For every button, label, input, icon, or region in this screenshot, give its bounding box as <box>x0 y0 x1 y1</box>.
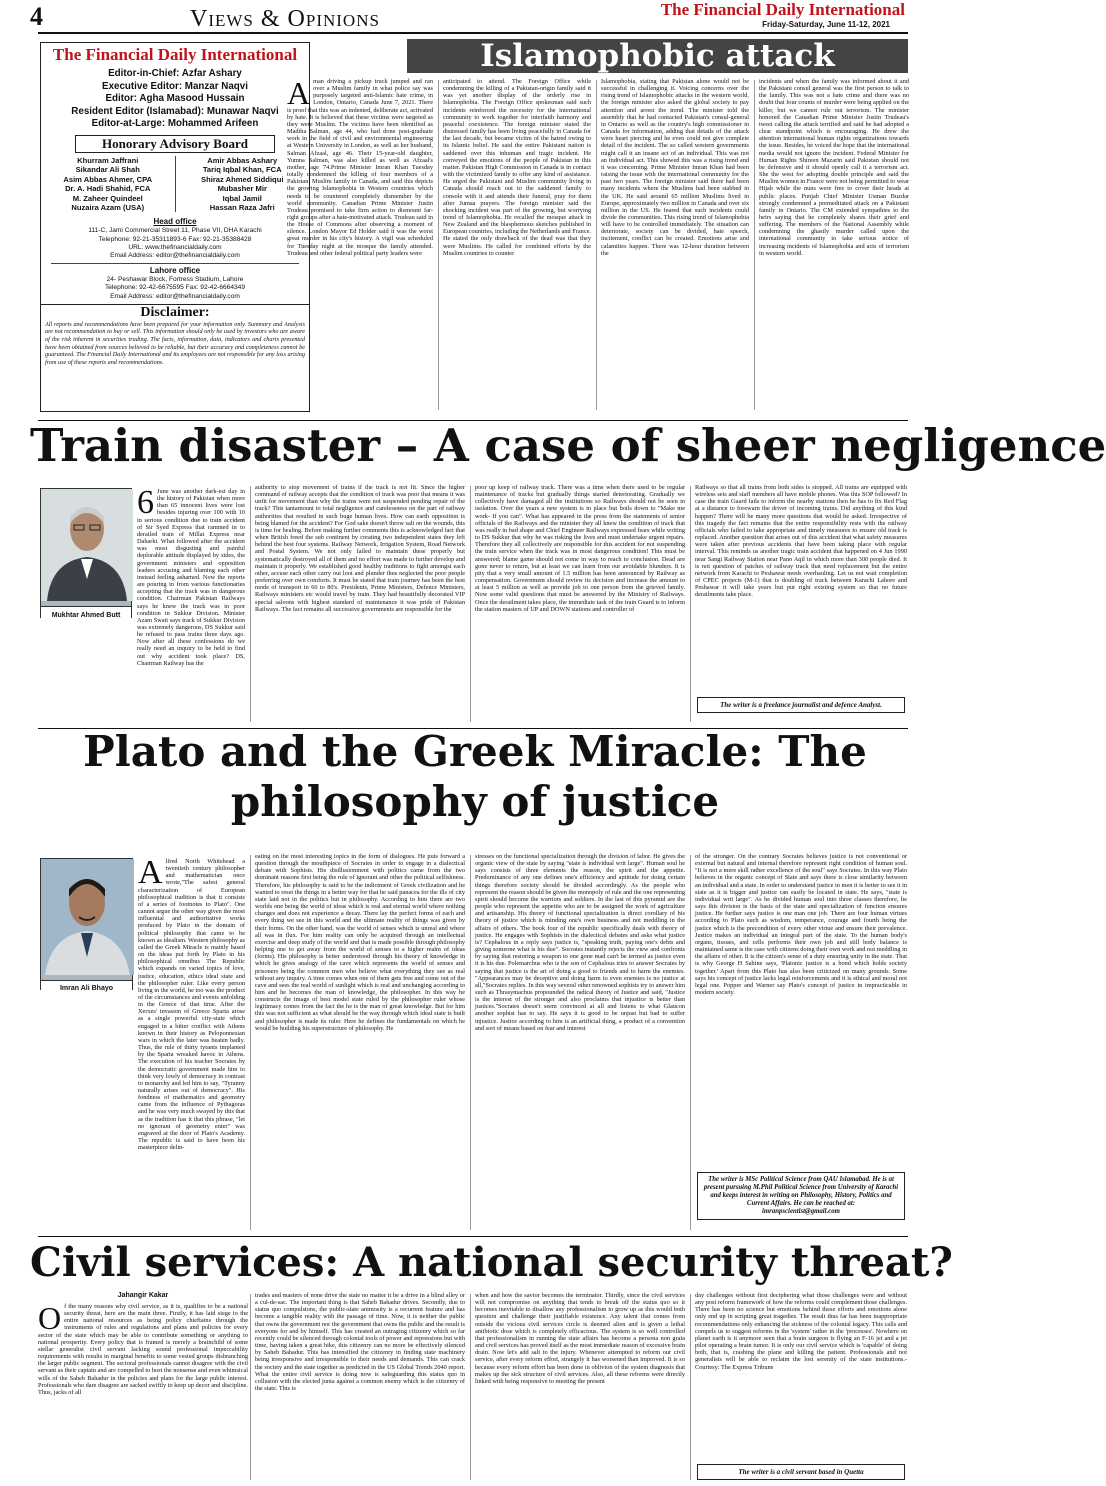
article-column <box>138 854 245 1230</box>
article-column: poor up keep of railway track. There was a time when there used to be regular maintenance of tracks but gradually things started deteriorating. Gradually we collectively have damaged all the institutions so Railways should not be seen in isolation. Over the years a new system is in place but boils down to "Make me work- If you can". What has appeared in the press from the statements of senior officials of the Railways and the minister they all knew the condition of track that was really in bad shape and Chief Engineer Railways expressed fears while writing to DS Sukkur that why he was risking the lives and must undertake urgent repairs. Therefore they all collectively are responsible for this accident for not suspending the train service when the track was in most dangerous condition! This must be answered; blame game should not come in way to reach to conclusion. Dead are gone never to return, but at least we can learn from our avoidable blunders. It is pity that a very small amount of 1.5 million has been announced by Railway as compensation. Government should review its decision and increase the amount to at least 5 million as well as provide job to one person from the grieved family. Now some valid questions that must be answered by the Ministry of Railways. Once the derailment takes place, the immediate task of the train Guard is to inform the station masters of UP and DOWN stations and controller of <box>475 484 685 613</box>
drop-cap: O <box>38 1300 62 1336</box>
writer-email[interactable]: imranpscientist@gmail.com <box>762 1208 840 1215</box>
board-member: Tariq Iqbal Khan, FCA <box>202 165 282 175</box>
address-line: URL: www.thefinancialdaily.com <box>128 243 222 251</box>
address-line: Telephone: 92-42-6675595 Fax: 92-42-6664349 <box>104 284 246 292</box>
board-member: Iqbal Jamil <box>222 193 262 203</box>
article-text: man driving a pickup truck jumped and ran over a Muslim family in what police say was purposely targeted anti-Islamic hate crime, in London, Ontario, Canada June 7, 2021. There is proof that this was an indented, deliberate act, activated by hate. It is believed that these victims were targeted as they were Muslim. The victims have been identified as Madiha Salman, age 44, who had done post-graduate work in the field of civil and environmental engineering at Western University in London, as well as her husband, Salman Afzaal, age 46. Their 15-year-old daughter, Yumna Salman, was also killed as well as Afzaal's mother, age 74.Prime Minister Imran Khan Tuesday totally condemned the killing of four members of a Pakistani Muslim family in Canada, and said this depicts the growing Islamophobia in Western countries which needs to be countered completely dismember by the world community. Canadian Prime Minister Justin Trudeau promised to take firm action to dismount far-right groups after a hate-motivated attack. Trudeau said in the House of Commons after observing a moment of silence. London Mayor Ed Holder said it was the worst great murder in his city's history. A vigil was scheduled for Tuesday night at the mosque the family attended. Trudeau and other federal political party leaders were <box>287 78 434 257</box>
article-column: Railways so that all trains from both sides is stopped. All trains are equipped with wireless sets and staff members all have mobile phones. Was this SOP followed? In case the train Guard fails to inform the nearby stations then he has to fix Red Flag at a distance to forewarn the driver of incoming trains. Did anything of this kind happen? There will be many more questions that would be asked. Irrespective of this tragedy the fact remains that the entire responsibility rests with the railway officials who failed to take appropriate and timely measures to ensure old track is replaced. Another question that arises out of this accident that what safety measures were taken after previous accidents that have been taking place with regular interval. This reminds us another tragic train accident that happened on 4 Jun 1990 near Sangi Railway Station near Pano Aqil in which more than 300 people died. It is not question of patches of railway track that need replacement but the entire network from Karachi to Peshawar needs overhauling. Let us not wait completion of CPEC projects (M-1) that is doubling of track between Karachi Lahore and Peshawar it will take years but put right existing system so that no future derailments take place. <box>695 484 907 599</box>
article-column-spill <box>38 484 245 724</box>
section-title: Views & Opinions <box>190 6 380 32</box>
address-line: Telephone: 92-21-35311893-6 Fax: 92-21-35388428 <box>98 235 252 243</box>
staff-line: Editor-in-Chief: Azfar Ashary <box>108 68 242 79</box>
board-member: Amir Abbas Ashary <box>207 155 278 165</box>
author-photo <box>40 858 133 990</box>
issue-date: Friday-Saturday, June 11-12, 2021 <box>762 20 890 29</box>
article-text: f the many reasons why civil service, as it is, qualifies to be a national security threat, here are the main three. Firstly, it has laid siege to the entire national resources as being policy chieftains through the instruments of rules and regulations and plans and policies for every sector of the state which may be able to contribute something or anything to national prosperity. Every policy that is framed is merely a brainchild of some stellar generalist civil servant lacking sound professional impeccability requirements with results in marginal benefits to some vested groups disbranching the larger public segment. The sectoral professionals cannot disagree with the civil servant as their captain and are compelled to host the nonsense and even whimsical wills of the Saheb Bahadur in the policies and plans for the large public interest. Professionals who dare disagree are sacked swiftly to keep up decor and discipline. Thus, jacks of all <box>38 1303 248 1396</box>
board-member: Mubasher Mir <box>217 184 267 194</box>
masthead-title: The Financial Daily International <box>660 0 905 19</box>
board-member: Dr. A. Hadi Shahid, FCA <box>65 184 151 194</box>
author-portrait-icon <box>41 859 134 975</box>
article-column: incidents and when the family was informed about it and the Pakistani consul general was the first person to talk to the family. This was not a hate crime and there was no doubt that four counts of murder were being applied on the killer, but we cannot rule out terrorism. The minister honored the Canadian Prime Minister Justin Trudeau's tweet calling the attack terrified and said he had adopted a clear standpoint which is encouraging. He drew the attention international human rights organizations towards the issue. Besides, he voiced the hope that the international media would not ignore the incident. Federal Minister for Human Rights Shireen Mazarin said Pakistan should not be defensive and it should openly call it a terrorism act. She the west for adopting double principle and said the Muslim women in France were not being permitted to wear Hijab while the nuns were free to cover their heads at public places. Punjab Chief Minister Usman Buzdar strongly condemned a premeditated attack on a Pakistani family in Ontario. The CM extended sympathies to the heirs saying that he completely shares their grief and suffering. The members of the National Assembly while condemning the ghastly murder called upon the international community to take serious notice of increasing incidents of Islamophobia and acts of terrorism in western world. <box>759 78 909 257</box>
page-number: 4 <box>30 2 43 31</box>
article-column: anticipated to attend. The Foreign Office while condemning the killing of a Pakistan-origin family said it was yet another display of the orderly rise in Islamophobia. The Foreign Office spokesman said such incidents reinforced the necessity for the international community to work together for interfaith harmony and peaceful coexistence. The foreign minister stated the distressed family has been living peacefully in Canada for the last decade, but became victim of the hatred owing to its Islamic belief. He said the entire Pakistani nation is saddened over this inhuman and tragic incident. He conveyed the emotions of the people of Pakistan in this matter. Pakistan High Commission in Canada is in contact with the victimized family to offer any kind of assistance. He urged the Pakistani and Muslim community living in Canada should reach out to the saddened family to console with it and attends their funeral, pray for them after Jumaa prayers. The foreign minister said the shocking incident was part of the growing, but worrying trend of Islamophobia. He recalled the mosque attack in New Zealand and the blasphemous sketches published in European countries, including the Netherlands and France. He stated the only drawback of the dead was that they were Muslims. He called for combined efforts by the Muslim countries to counter <box>443 78 591 257</box>
address-line: 24- Peshawar Block, Fortress Stadium, Lahore <box>106 276 244 284</box>
board-member: Hassan Raza Jafri <box>209 203 275 212</box>
headline-plato-line1: Plato and the Greek Miracle: The <box>83 727 867 776</box>
article-column: trades and masters of none drive the state no matter it be a drive in a blind alley or a cul-de-sac. The important thing is that Saheb Bahadur drives. Secondly, due to status quo compulsions, the public-state animosity is a recurrent feature and has become a tangible reality with the passage of time. Now, it is neither the public that owns the government nor the government that owns the public and the result is everyone for and by himself. This has created an outraging citizenry which so far recently could be silenced through colonial tools of power and repressions but with time, having taken a great hike, this citizenry can no more be effectively silenced by Saheb Bahadur. This has intensified the citizenry in finding state machinery being irresponsive and irresponsible to their needs and demands. This can crack the society and the state together as predicted in the US Global Trends 2040 report. What the entire civil service is doing now is safeguarding this status quo in collusion with the elected junta against a common enemy which is the citizenry of the state. This is <box>255 1292 465 1393</box>
address-line: Email Address: editor@thefinancialdaily.com <box>110 292 240 300</box>
drop-cap: A <box>138 854 163 891</box>
board-member: Nuzaira Azam (USA) <box>71 203 145 212</box>
imprint-title: The Financial Daily International <box>52 45 298 64</box>
head-office-title: Head office <box>153 217 197 227</box>
article-column <box>38 1292 248 1473</box>
lahore-office-title: Lahore office <box>149 266 201 276</box>
staff-line: Editor: Agha Masood Hussain <box>105 93 245 105</box>
drop-cap: 6 <box>137 484 154 521</box>
board-member: Sikandar Ali Shah <box>75 165 140 175</box>
article-column: Islamophobia, stating that Pakistan alone would not be successful in challenging it. Voicing concerns over the rising trend of Islamophobic attacks in the western world, the foreign minister also asked the global society to pay attention and arrest the trend. The minister told the assembly that he had contacted Pakistan's consul-general in Ontario as well as the country's high commissioner in Canada for information, adding that details of the attack were heart piercing and he even could not give complete detail of the incident. The so called western governments might call it an insane act of an individual. This was not an individual act. This showed this was a rising trend and it was concerning. Prime Minister Imran Khan had been raising the issue with the international community for the past two years. The foreign minister said there had been many incidents where the Muslims had been stabbed in the UK. He said around 65 million Muslims lived in Europe, approximately two million in Canada and over six million in the US. He feared that such incidents could divide the communities. This rising trend of Islamophobia will have to be controlled immediately. The situation can deteriorate, society can be divided, hate speech, incitement, conflict can be created. Emotions arise and calamities happen. There was 12-hour duration between the <box>601 78 749 257</box>
author-byline: Jahangir Kakar <box>117 1292 169 1299</box>
headline-train-disaster: Train disaster – A case of sheer negligence <box>30 419 1106 472</box>
staff-line: Executive Editor: Manzar Naqvi <box>102 80 248 92</box>
imprint-box <box>40 42 310 412</box>
article-column: day challenges without first deciphering what those challenges were and without any post reform framework of how the reforms could complement those challenges. There has been no science but emotions behind these efforts and emotions alone only end up in scripting great tragedies. The result thus far has been inappropriate recommendations only enhancing the sickness of the colonial legacy. This calls and compels us to suggest reforms in the 'system' rather in the 'processes'. Nowhere on planet earth is it anymore seen that a brain surgeon is flying an F-16 jet and a jet pilot operating a brain tumor. It is only our civil service which is 'capable' of doing both, that is, crashing the plane and killing the patient. Professionals and not generalists will be able to reclaim the lost serenity of the state institutions.- Courtesy: The Express Tribune <box>695 1292 907 1371</box>
disclaimer-title: Disclaimer: <box>140 304 210 320</box>
imprint-staff <box>41 68 309 131</box>
lahore-office-address <box>41 276 309 301</box>
advisory-board <box>41 156 309 212</box>
advisory-board-title: Honorary Advisory Board <box>75 135 275 153</box>
article-column: authority to stop movement of trains if the track is not fit. Since the higher command of railway accepts that the condition of track was poor that means it was unfit for movement than why the trains were not suspended pending repair of the track? This tantamount to total negligence and carelessness on the part of railway authorities that resulted in such huge human lives. How can earth opposition is being blamed for the accident? For God sake doesn't throw salt on the wounds, this is time for healing. Before making further comments this is acknowledged fact that when British freed the sub continent by creating two independent states they left behind the best four systems. Railway Network, Irrigation System, Road Network and Postal System. We not only failed to maintain these properly but systematically destroyed all of them and no effort was made to further develop and maintain it properly. We established good healthy traditions to fight amongst each other, accuse each other carry out loot and plunder thus neglected the poor people preferring over own comforts. It must be stated that train journey has been the best mode of transport in 60 to 80's. Presidents, Prime Ministers, Defence Ministers, Railways ministers etc would travel by train. They had beautifully decorated VIP special saloons with highest standard of maintenance it was pride of Pakistan Railways. The fact remains all successive governments are responsible for the <box>255 484 465 613</box>
article-column: stresses on the functional specialization through the division of labor. He gives the organic view of the state by saying "state is individual writ large". Human soul he says consists of three elements the reason, the spirit and the appetite. Predominance of any one defines one's efficiency and aptitude for doing certain things therefore society should be divided accordingly. As the people who represent the reason should be given the monopoly of rule and the one representing spirit should become the warriors and soldiers. In the last of this pyramid are the people who represent the appetite who are to be assigned the work of agriculture and artisanship. His theory of functional specialization is direct corollary of his theory of justice which is minding one's own business and not meddling in the affairs of others. The book four of the republic specifically deals with theory of justice. He engages with Sophists in the dialectical debates and asks what justice is? Cephalous in a reply says justice is, "speaking truth, paying one's debts and giving someone what is his due". Socrates instantly rejects the view and confronts by saying that restoring a weapon to one gone mad can't be termed as justice even it is his due. Polemarchus who is the son of Cephalous tries to answer Socrates by saying that justice is the art of doing a good to friends and to harm the enemies. "Appearances may be deceptive and doing harm to even enemies is no justice at all,"Socrates replies. In this way several other renowned sophists try to answer him such as Thrasymachus propounded the radical theory of Justice and said, "Justice is the interest of the stronger and also proclaims that injustice is better than justices."Socrates doesn't seem convinced at all and listens to what Glaucon another sophist has to say. He says it is good to be unjust but bad to suffer injustice. Justice according to him is an artificial thing, a product of a convention and sort of means based on fear and interest <box>475 853 685 1032</box>
board-member: M. Zaheer Quindeel <box>72 193 143 203</box>
article-column: eating on the most interesting topics in the form of dialogues. He puts forward a question through the mouthpiece of Socrates in order to engage in a dialectical debate with Sophists. His disillusionment with politics came from the two dominant reasons first being the rule of ignorant and other the political selfishness. Therefore, his philosophy is said to be the indictment of Greek civilization and he wanted to reset the things in a better way for that he said panacea for the ills of city state laid not in the politics but in philosophy. According to him there are two worlds one being the world of ideas which is real and eternal world where nothing changes and does not experience a decay. There lay the perfect forms of each and every thing we see in this world and the ultimate reality of things was given by their forms. On the other hand, was the world of senses which is unreal and where all was in flux. For him reality can only be acquired through an intellectual exercise and deep study of the world and that is made possible through philosophy helping one to get away from the world of senses to a higher realm of ideas (forms). His philosophy is better understood through his theory of knowledge in which he gives analogy of the cave which represents the world of senses and prisoners being the common men who believe what everything they see as real without any inquiry. A time comes when one of them gets free and come out of the cave and sees the real world of sunlight which is real and unchanging according to him and he becomes the man of knowledge, the philosopher. In this way he constructs the image of best model state ruled by the philosopher ruler whose legitimacy comes from the fact the he is the man of great knowledge. But for him this was not sufficient as what should be the way through which ideal state is built and philosopher is made its ruler. Here he defines the fundamentals on which he would be building his superstructure of philosophy. He <box>255 853 465 1032</box>
article-column: when and how the savior becomes the terminator. Thirdly, since the civil services will not compromise on anything that tends to break off the status quo so it becomes inevitable to disallow any professionalism to grow up as this would both question and challenge their justifiable existence. Any talent that comes from outside the vicious civil services circle is deemed alien and is given a lethal antibiotic dose which is completely efficacious. The system is so well controlled that professionalism in running the state affairs has become a persona non grata and civil services has proved itself as the most immediate reason of excessive brain drain. Now let's add salt to the injury. Whenever attempted to reform our civil service, after every reform effort, strangely it has worsened than improved. It is so because every reform effort has been done in oblivion of the system diagnosis that makes up the sick structure of civil services. Also, all these reforms were directly linked with being responsive to meeting the present <box>475 1292 686 1385</box>
author-caption: Imran Ali Bhayo <box>41 980 132 996</box>
writer-note-text: The writer is MSc Political Science from QAU Islamabad. He is at present pursuing M.Phil Political Science from University of Karachi and keeps interest in writing on Philosophy, History, Politics and Current Affairs. He can be reached at: <box>703 1176 899 1207</box>
address-line: Email Address: editor@thefinancialdaily.com <box>110 252 240 260</box>
article-column: of the stronger. On the contrary Socrates believes justice is not conventional or external but natural and internal therefore represent right condition of human soul. "It is not a mere skill rather excellence of the soul" says Socrates. In this way Plato believes in the organic concept of State and says there is close similarity between an individual and a state. In order to understand justice in men it is better to see it in state as it is bigger and justice can easily be located in state. He says, "state is individual writ large". As he divided human soul into three classes therefore, he says this division is the basis of the state and specialization of function ensures justice. He further says justice is one man one job. There are four human virtues according to Plato such as wisdom, temperance, courage and fourth being the justice which is the precondition of every other virtue and ensure their prevalence. Justice makes an individual an integral part of the state. To the human body's organs, tissues, and cells performs their own job and still body balance is maintained same is the case with citizens doing their own work and not meddling in the affairs of other. It is the citizen's sense of a duty ensuring unity in the state. That is why George H Sabine says, 'Platonic justice is a bond which holds society together.' Apart from this Plato has also been criticized on many grounds. Some says his concept of justice lacks legal reinforcements and it is ethical and moral not legal one. Popper and Warner say Plato's concept of justice in impracticable in modern society. <box>695 853 907 996</box>
drop-cap: A <box>287 75 311 111</box>
headline-islamophobic-attack: Islamophobic attack <box>407 39 908 73</box>
headline-civil-services: Civil services: A national security threat? <box>30 1239 953 1286</box>
article-text-block <box>38 1300 248 1473</box>
article-column <box>287 75 434 414</box>
disclaimer-text: All reports and recommendations have been prepared for your information only. Summary and Analysis are not recommendation to buy or sell. This information should only be used by investors who are aware of the risk inherent in securities trading. The facts, information, data, indicators and charts presented have been obtained from sources believed to be reliable, but their accuracy and completeness cannot be guaranteed. The Financial Daily International and its employees are not responsible for any loss arising from use of these reports and recommendations. <box>45 320 305 366</box>
writer-note: The writer is a freelance journalist and defence Analyst. <box>697 697 905 713</box>
writer-note <box>697 1172 905 1220</box>
head-office-address <box>41 227 309 260</box>
headline-plato-line2: philosophy of justice <box>230 777 720 826</box>
staff-line: Editor-at-Large: Mohammed Arifeen <box>91 118 259 130</box>
article-text: lfred North Whitehead a twentieth century philosopher and mathematician once wrote,"The safest general characterization of European philosophical tradition is that it consists of a series of footnotes to Plato". One cannot argue the other way given the most influential and authoritative works produced by Plato in the domain of political philosophy that came to be known as idealism. Western philosophy as called the Greek Miracle is mainly based on the ideas put forth by Plato in his philosophical omnibus The Republic which expands on varied topics of love, justice, education, ethics ideal state and the philosopher ruler. Like every person living in the world, he too was the product of the circumstances and events unfolding in the Greece of that time. After the Xerxes' invasion of Greece Sparta arose as a single powerful city-state which engaged in a bitter conflict with Athens known in their history as Peloponnesian wars in which the later was beaten badly. Thus, the rule of thirty tyrants implanted by the Sparta wreaked havoc in Athens. The execution of his teacher Socrates by the democratic government made him to think very lowly of democracy in contrast to monarchy and led him to say, "Tyranny naturally arises out of democracy". His fondness of mathematics and geometry came from the influence of Pythagoras and he was very much swayed by this that as the tradition has it that this phrase, "let no ignorant of geometry enter" was engraved at the door of Plato's Academy. The republic is said to have been his masterpiece delin- <box>138 858 245 1152</box>
section-rule <box>38 1236 908 1237</box>
article-text: June was another dark-est day in the history of Pakistan when more than 65 innocent lives were lost besides injuring over 100 with 10 in serious condition due to train accident of Sir Syed Express that rammed in to derailed train of Millat Express near Daharki. What followed after the accident was most disgusting and painful deplorable attitude displayed by sides, the government ministers and opposition leaders accusing and blaming each other instead feeling ashamed. Now the reports are pouring in from various functionaries accepting that the track was in dangerous condition. Chairman Pakistan Railways says he knew the track was in poor condition in Sukkur Division. Minister Azam Swati says track of Sukkur Division was extremely dangerous, DS Sukkur said he refused to pass trains three days ago. Now after all these confessions do we really need an inquiry to be held to find out why accident took place? DS, Chairman Railway has the <box>137 488 245 667</box>
author-caption: Mukhtar Ahmed Butt <box>41 606 131 624</box>
address-line: 111-C, Jami Commercial Street 11, Phase VII, DHA Karachi <box>88 227 262 235</box>
board-member: Asim Abbas Ahmer, CPA <box>63 174 153 184</box>
staff-line: Resident Editor (Islamabad): Munawar Naqvi <box>71 105 279 117</box>
header-rule <box>38 32 908 34</box>
board-member: Khurram Jaffrani <box>77 155 139 165</box>
page-header <box>30 2 920 32</box>
writer-note: The writer is a civil servant based in Quetta <box>697 1464 905 1480</box>
board-member: Shiraz Ahmed Siddiqui <box>201 174 284 184</box>
